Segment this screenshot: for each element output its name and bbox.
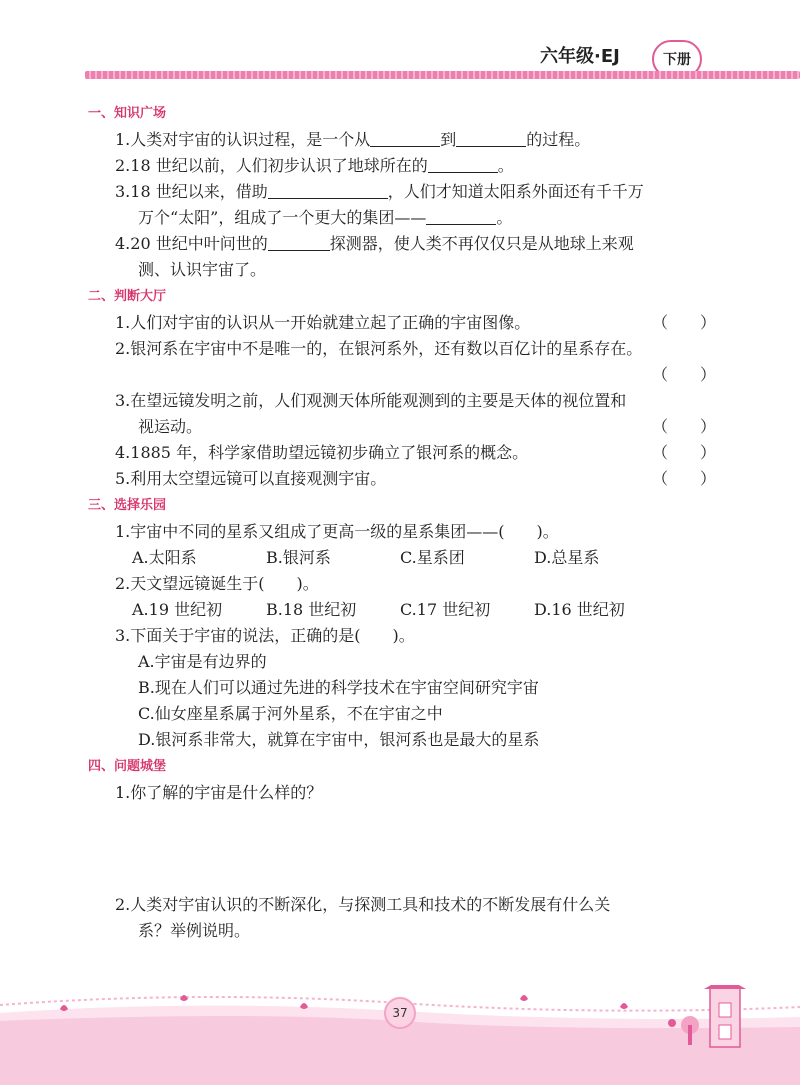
option[interactable]: D.总星系: [534, 548, 600, 567]
answer-paren[interactable]: （ ）: [651, 469, 716, 488]
answer-paren[interactable]: （ ）: [651, 443, 716, 462]
option[interactable]: C.星系团: [400, 548, 465, 567]
option[interactable]: A.宇宙是有边界的: [138, 652, 267, 671]
answer-paren[interactable]: （ ）: [651, 313, 716, 332]
choice-options-1: [88, 545, 728, 571]
choice-question-3: 3.下面关于宇宙的说法，正确的是( )。: [115, 626, 415, 645]
choice-question-2: 2.天文望远镜诞生于( )。: [115, 574, 319, 593]
question-1-3-cont: 万个“太阳”，组成了一个更大的集团—— 。: [138, 208, 513, 227]
question-1-3: 3.18 世纪以来，借助 ，人们才知道太阳系外面还有千千万: [115, 182, 644, 201]
page-header: [0, 0, 800, 90]
question-1-2: 2.18 世纪以前，人们初步认识了地球所在的 。: [115, 156, 514, 175]
answer-paren[interactable]: （ ）: [651, 365, 716, 384]
judge-item-2: 2.银河系在宇宙中不是唯一的，在银河系外，还有数以百亿计的星系存在。: [115, 339, 643, 358]
blank[interactable]: [426, 207, 496, 225]
judge-item-4: 4.1885 年，科学家借助望远镜初步确立了银河系的概念。 （ ）: [88, 440, 728, 466]
judge-item-1: 1.人们对宇宙的认识从一开始就建立起了正确的宇宙图像。 （ ）: [88, 310, 728, 336]
open-question-2-cont: 系？举例说明。: [138, 921, 251, 940]
option[interactable]: D.16 世纪初: [534, 600, 625, 619]
grade-label: 六年级·EJ: [540, 46, 620, 67]
header-divider: [85, 71, 800, 79]
answer-area-1[interactable]: [88, 806, 728, 892]
option[interactable]: D.银河系非常大，就算在宇宙中，银河系也是最大的星系: [138, 730, 540, 749]
blank[interactable]: [428, 155, 498, 173]
option[interactable]: C.17 世纪初: [400, 600, 491, 619]
option[interactable]: B.18 世纪初: [266, 600, 357, 619]
worksheet-content: [88, 100, 728, 944]
option[interactable]: B.银河系: [266, 548, 331, 567]
open-question-2: 2.人类对宇宙认识的不断深化，与探测工具和技术的不断发展有什么关: [115, 895, 611, 914]
option[interactable]: A.太阳系: [132, 548, 197, 567]
answer-paren[interactable]: （ ）: [651, 417, 716, 436]
volume-badge: 下册: [652, 40, 702, 78]
blank[interactable]: [268, 233, 330, 251]
choice-question-1: 1.宇宙中不同的星系又组成了更高一级的星系集团——( )。: [115, 522, 559, 541]
judge-item-3: 3.在望远镜发明之前，人们观测天体所能观测到的主要是天体的视位置和: [115, 391, 627, 410]
option[interactable]: C.仙女座星系属于河外星系，不在宇宙之中: [138, 704, 443, 723]
section-title-choice: 三、选择乐园: [88, 498, 167, 513]
section-title-judgement: 二、判断大厅: [88, 289, 167, 304]
page-number: 37: [384, 997, 416, 1029]
option[interactable]: A.19 世纪初: [132, 600, 223, 619]
section-title-questions: 四、问题城堡: [88, 759, 167, 774]
blank[interactable]: [456, 129, 526, 147]
blank[interactable]: [370, 129, 440, 147]
open-question-1: 1.你了解的宇宙是什么样的？: [115, 783, 323, 802]
question-1-4: 4.20 世纪中叶问世的 探测器，使人类不再仅仅只是从地球上来观: [115, 234, 634, 253]
page-footer: [0, 985, 800, 1085]
judge-item-5: 5.利用太空望远镜可以直接观测宇宙。 （ ）: [88, 466, 728, 492]
judge-item-3-cont: 视运动。 （ ）: [88, 414, 728, 440]
judge-item-2-paren: [88, 362, 728, 388]
option[interactable]: B.现在人们可以通过先进的科学技术在宇宙空间研究宇宙: [138, 678, 539, 697]
section-title-knowledge: 一、知识广场: [88, 106, 167, 121]
choice-options-2: [88, 597, 728, 623]
question-1-1: 1.人类对宇宙的认识过程，是一个从 到 的过程。: [115, 130, 591, 149]
blank[interactable]: [268, 181, 388, 199]
question-1-4-cont: 测、认识宇宙了。: [138, 260, 267, 279]
